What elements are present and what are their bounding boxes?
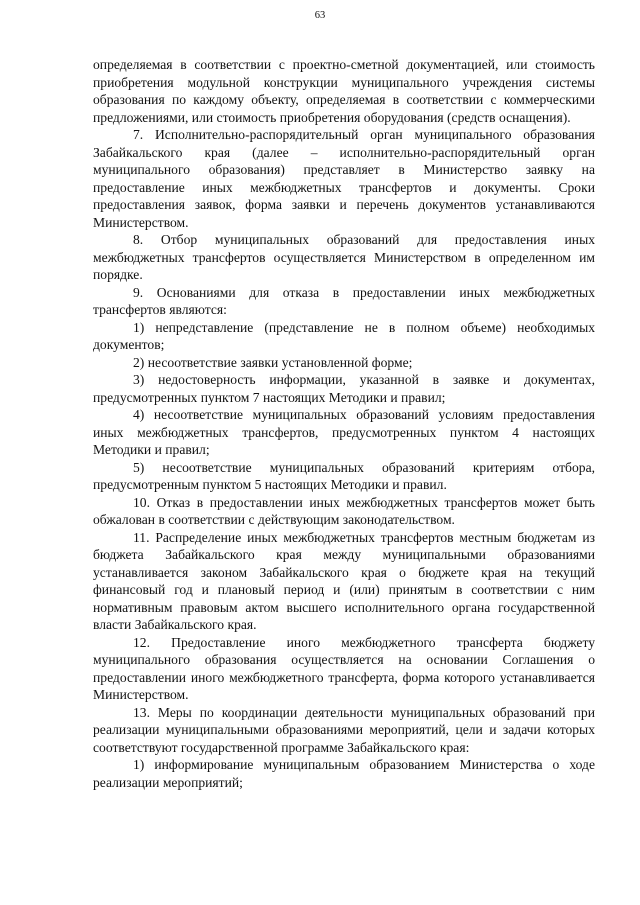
document-body [93,56,595,791]
paragraph: 7. Исполнительно-распорядительный орган муниципального образования Забайкальского края (далее – исполнительно-распорядительный орган муниципального образования) представляет в Министерство заявку на предоставление иных межбюджетных трансфертов и документы. Сроки предоставления заявок, форма заявки и перечень документов устанавливаются Министерством. [93,127,595,230]
paragraph: 4) несоответствие муниципальных образований условиям предоставления иных межбюджетных трансфертов, предусмотренных пунктом 4 настоящих Методики и правил; [93,407,595,457]
paragraph: 8. Отбор муниципальных образований для предоставления иных межбюджетных трансфертов осуществляется Министерством в определенном им порядке. [93,232,595,282]
paragraph: определяемая в соответствии с проектно-сметной документацией, или стоимость приобретения модульной конструкции муниципального учреждения системы образования по каждому объекту, определяемая в соответствии с коммерческими предложениями, или стоимость приобретения оборудования (средств оснащения). [93,57,595,125]
page-number: 63 [314,10,326,21]
paragraph: 5) несоответствие муниципальных образований критериям отбора, предусмотренным пунктом 5 настоящих Методики и правил. [93,459,595,492]
paragraph: 9. Основаниями для отказа в предоставлении иных межбюджетных трансфертов являются: [93,284,595,317]
paragraph: 11. Распределение иных межбюджетных трансфертов местным бюджетам из бюджета Забайкальского края между муниципальными образованиями устанавливается законом Забайкальского края о бюджете края на текущий финансовый год и плановый период и (или) принятым в соответствии с ним нормативным правовым актом высшего исполнительного органа государственной власти Забайкальского края. [93,529,595,632]
paragraph: 2) несоответствие заявки установленной форме; [133,354,413,370]
paragraph: 10. Отказ в предоставлении иных межбюджетных трансфертов может быть обжалован в соответствии с действующим законодательством. [93,494,595,527]
paragraph: 1) информирование муниципальным образованием Министерства о ходе реализации мероприятий; [93,757,595,790]
paragraph: 12. Предоставление иного межбюджетного трансферта бюджету муниципального образования осуществляется на основании Соглашения о предоставлении иного межбюджетного трансферта, форма которого устанавливается Министерством. [93,634,595,702]
paragraph: 1) непредставление (представление не в полном объеме) необходимых документов; [93,319,595,352]
paragraph: 3) недостоверность информации, указанной в заявке и документах, предусмотренных пунктом 7 настоящих Методики и правил; [93,372,595,405]
paragraph: 13. Меры по координации деятельности муниципальных образований при реализации муниципальными образованиями мероприятий, цели и задачи которых соответствуют государственной программе Забайкальского края: [93,704,595,755]
